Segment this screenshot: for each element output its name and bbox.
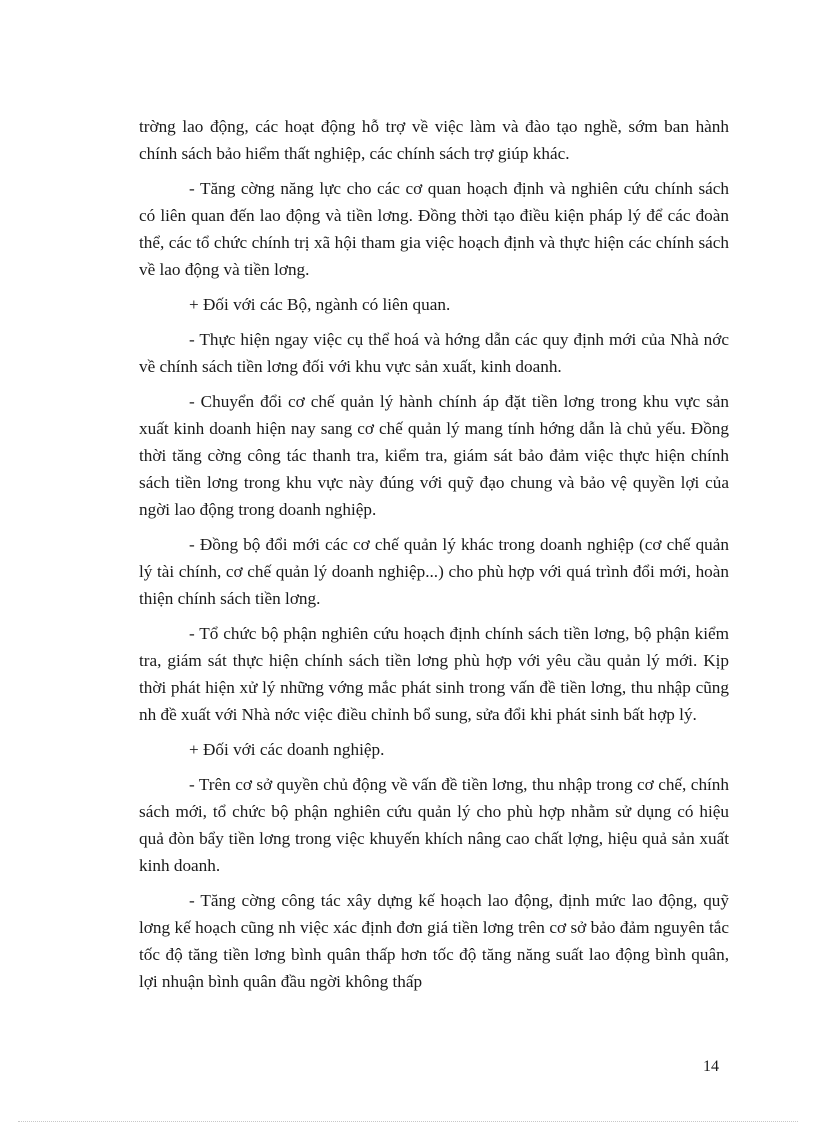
paragraph-10: - Tăng cờng công tác xây dựng kế hoạch lao động, định mức lao động, quỹ lơng kế hoạch cũng nh việc xác định đơn giá tiền lơng trên cơ sở bảo đảm nguyên tắc tốc độ tăng tiền lơng bình quân thấp hơn tốc độ tăng năng suất lao động bình quân, lợi nhuận bình quân đầu ngời không thấp [139, 891, 729, 991]
body-text [139, 113, 729, 1003]
paragraph-2: - Tăng cờng năng lực cho các cơ quan hoạch định và nghiên cứu chính sách có liên quan đến lao động và tiền lơng. Đồng thời tạo điều kiện pháp lý để các đoàn thể, các tổ chức chính trị xã hội tham gia việc hoạch định và thực hiện các chính sách về lao động và tiền lơng. [139, 179, 729, 279]
paragraph-1: trờng lao động, các hoạt động hỗ trợ về việc làm và đào tạo nghề, sớm ban hành chính sách bảo hiểm thất nghiệp, các chính sách trợ giúp khác. [139, 117, 729, 163]
paragraph-9: - Trên cơ sở quyền chủ động về vấn đề tiền lơng, thu nhập trong cơ chế, chính sách mới, tổ chức bộ phận nghiên cứu quản lý cho phù hợp nhằm sử dụng có hiệu quả đòn bẩy tiền lơng trong việc khuyến khích nâng cao chất lợng, hiệu quả sản xuất kinh doanh. [139, 775, 729, 875]
paragraph-7: - Tổ chức bộ phận nghiên cứu hoạch định chính sách tiền lơng, bộ phận kiểm tra, giám sát thực hiện chính sách tiền lơng phù hợp với yêu cầu quản lý mới. Kịp thời phát hiện xử lý những vớng mắc phát sinh trong vấn đề tiền lơng, thu nhập cũng nh đề xuất với Nhà nớc việc điều chỉnh bổ sung, sửa đổi khi phát sinh bất hợp lý. [139, 624, 729, 724]
page-bottom-divider [18, 1121, 798, 1122]
paragraph-5: - Chuyển đổi cơ chế quản lý hành chính áp đặt tiền lơng trong khu vực sản xuất kinh doanh hiện nay sang cơ chế quản lý mang tính hớng dẫn là chủ yếu. Đồng thời tăng cờng công tác thanh tra, kiểm tra, giám sát bảo đảm việc thực hiện chính sách tiền lơng trong khu vực này đúng với quỹ đạo chung và bảo vệ quyền lợi của ngời lao động trong doanh nghiệp. [139, 392, 729, 519]
paragraph-4: - Thực hiện ngay việc cụ thể hoá và hớng dẫn các quy định mới của Nhà nớc về chính sách tiền lơng đối với khu vực sản xuất, kinh doanh. [139, 330, 729, 376]
section-heading-ministries: + Đối với các Bộ, ngành có liên quan. [189, 295, 451, 314]
paragraph-6: - Đồng bộ đổi mới các cơ chế quản lý khác trong doanh nghiệp (cơ chế quản lý tài chính, cơ chế quản lý doanh nghiệp...) cho phù hợp với quá trình đổi mới, hoàn thiện chính sách tiền lơng. [139, 535, 729, 608]
section-heading-enterprises: + Đối với các doanh nghiệp. [189, 740, 385, 759]
page-number: 14 [703, 1058, 719, 1075]
